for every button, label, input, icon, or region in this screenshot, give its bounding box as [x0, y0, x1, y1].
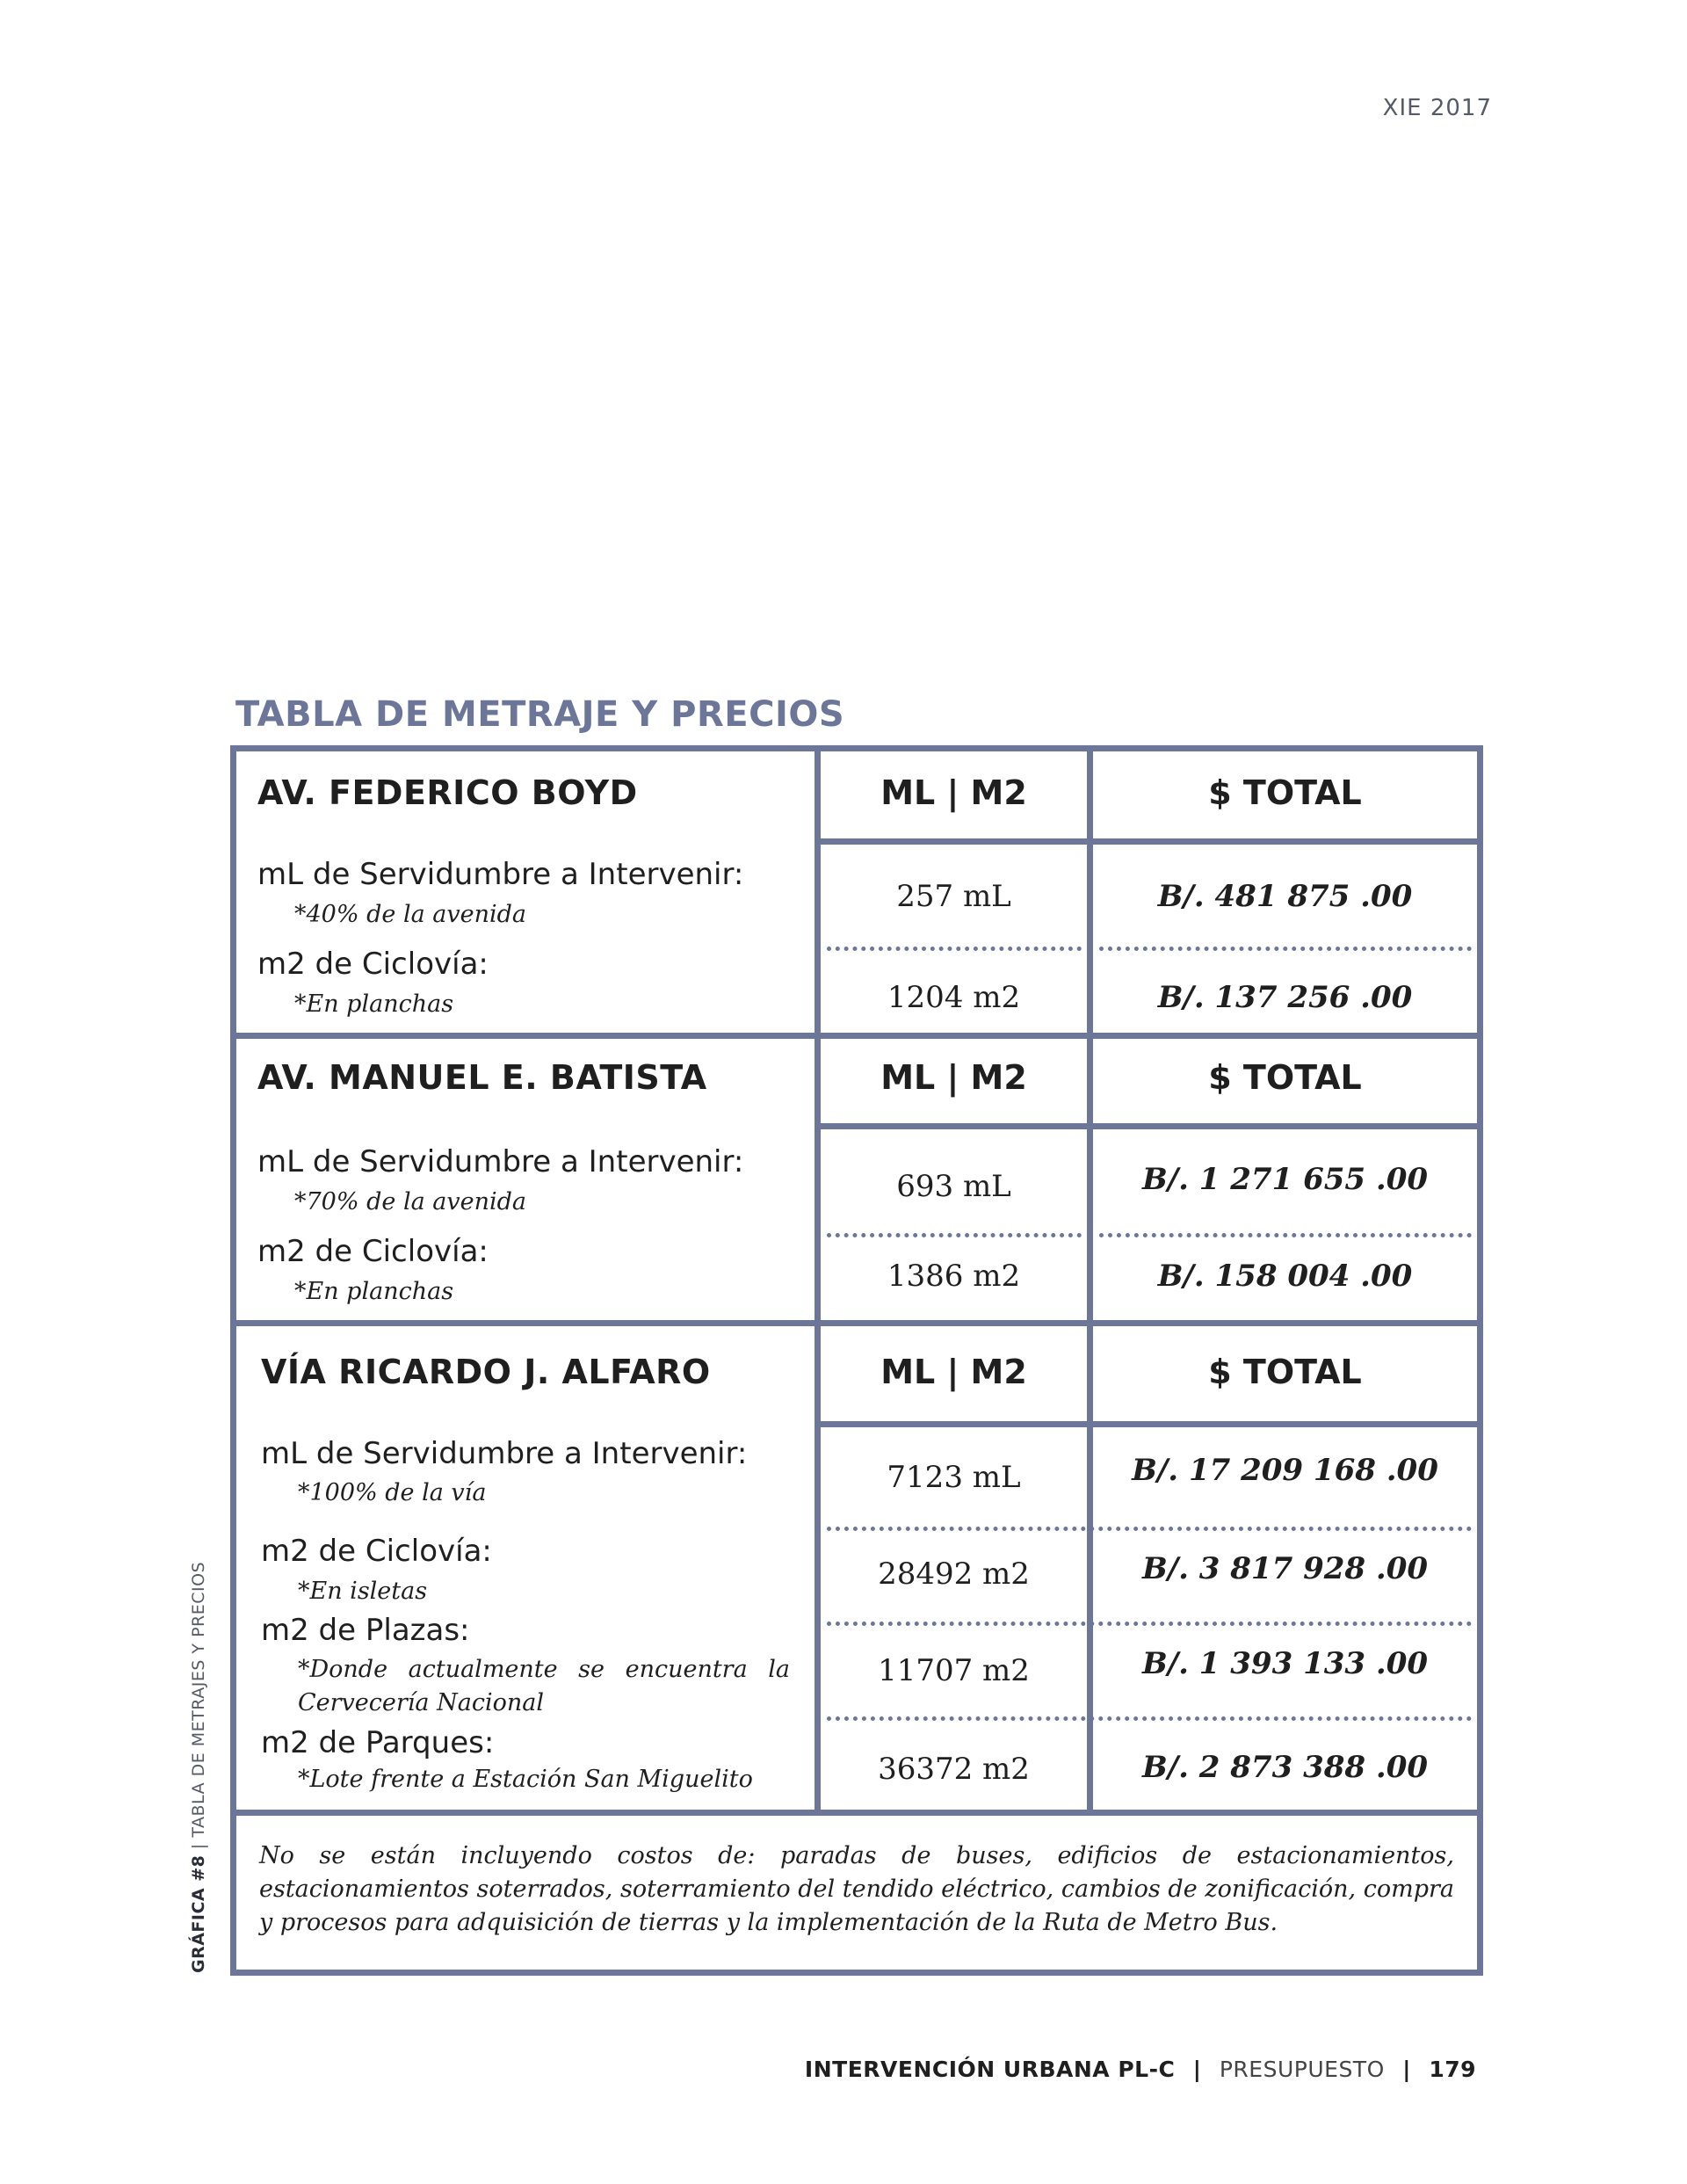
col-head-total: $ TOTAL: [1208, 1353, 1362, 1391]
street-name: AV. FEDERICO BOYD: [257, 773, 638, 812]
item-qty: 7123 mL: [887, 1460, 1021, 1495]
item-note: *70% de la avenida: [294, 1188, 526, 1215]
header-row-divider: [821, 838, 1477, 845]
item-label: mL de Servidumbre a Intervenir:: [257, 857, 744, 892]
row-dotted-divider: [1099, 1233, 1472, 1237]
item-label: m2 de Ciclovía:: [257, 1234, 489, 1269]
col-head-total: $ TOTAL: [1208, 773, 1362, 812]
item-qty: 1204 m2: [887, 980, 1021, 1015]
section-divider: [236, 1320, 1477, 1326]
col-head-total: $ TOTAL: [1208, 1058, 1362, 1097]
footer-separator: |: [1192, 2057, 1202, 2082]
row-dotted-divider: [827, 1233, 1082, 1237]
item-qty: 28492 m2: [878, 1556, 1030, 1592]
item-label: m2 de Ciclovía:: [257, 947, 489, 982]
item-price: B/. 481 875 .00: [1157, 879, 1413, 914]
item-label: m2 de Ciclovía:: [261, 1534, 492, 1569]
section-divider: [236, 1810, 1477, 1816]
item-label: mL de Servidumbre a Intervenir:: [261, 1436, 748, 1471]
item-label: mL de Servidumbre a Intervenir:: [257, 1144, 744, 1179]
page-number: 179: [1429, 2057, 1476, 2082]
item-qty: 11707 m2: [878, 1653, 1030, 1688]
row-dotted-divider: [827, 1716, 1472, 1721]
section-manuel-batista: [236, 1039, 1477, 1320]
footer-section: INTERVENCIÓN URBANA PL-C: [804, 2057, 1176, 2082]
item-note: *En isletas: [298, 1578, 428, 1605]
col-head-qty: ML | M2: [880, 773, 1027, 812]
header-year: XIE 2017: [1382, 95, 1492, 121]
header-row-divider: [821, 1421, 1477, 1427]
row-dotted-divider: [827, 947, 1082, 951]
item-price: B/. 17 209 168 .00: [1132, 1453, 1438, 1488]
side-label: [189, 1562, 208, 1973]
item-price: B/. 2 873 388 .00: [1141, 1750, 1429, 1785]
item-price: B/. 3 817 928 .00: [1141, 1551, 1429, 1586]
street-name: AV. MANUEL E. BATISTA: [257, 1058, 707, 1097]
row-dotted-divider: [827, 1622, 1472, 1626]
section-ricardo-alfaro: [236, 1326, 1477, 1810]
item-note: *40% de la avenida: [294, 901, 526, 928]
side-label-text: TABLA DE METRAJES Y PRECIOS: [189, 1561, 208, 1838]
section-divider: [236, 1033, 1477, 1039]
street-name: VÍA RICARDO J. ALFARO: [261, 1353, 711, 1391]
item-note: *En planchas: [294, 990, 454, 1018]
row-dotted-divider: [827, 1527, 1472, 1531]
item-qty: 1386 m2: [887, 1259, 1021, 1294]
item-note: *Donde actualmente se encuentra la Cervecería Nacional: [298, 1656, 790, 1716]
footer-chapter: PRESUPUESTO: [1219, 2057, 1385, 2082]
item-label: m2 de Plazas:: [261, 1613, 470, 1648]
price-table: [230, 745, 1483, 1976]
item-price: B/. 1 271 655 .00: [1141, 1162, 1429, 1197]
row-dotted-divider: [1099, 947, 1472, 951]
section-federico-boyd: [236, 751, 1477, 1033]
item-qty: 257 mL: [896, 879, 1011, 914]
item-price: B/. 1 393 133 .00: [1141, 1646, 1429, 1681]
item-price: B/. 158 004 .00: [1157, 1259, 1413, 1294]
item-qty: 36372 m2: [878, 1752, 1030, 1787]
side-label-separator: |: [189, 1843, 208, 1850]
footer-separator: |: [1402, 2057, 1411, 2082]
side-label-bold: GRÁFICA #8: [189, 1854, 208, 1973]
item-price: B/. 137 256 .00: [1157, 980, 1413, 1015]
col-head-qty: ML | M2: [880, 1353, 1027, 1391]
col-head-qty: ML | M2: [880, 1058, 1027, 1097]
page-footer: [805, 2057, 1476, 2082]
item-note: *100% de la vía: [298, 1479, 487, 1506]
item-note: *En planchas: [294, 1278, 454, 1305]
footnote: No se están incluyendo costos de: paradas de buses, edificios de estacionamientos, estacionamientos soterrados, soterramiento del tendido eléctrico, cambios de zonificación, compra y procesos para adquisición de tierras y la implementación de la Ruta de Metro Bus.: [259, 1842, 1454, 1936]
table-title: TABLA DE METRAJE Y PRECIOS: [235, 694, 845, 735]
item-note: *Lote frente a Estación San Miguelito: [298, 1766, 753, 1793]
item-label: m2 de Parques:: [261, 1725, 495, 1760]
item-qty: 693 mL: [896, 1169, 1011, 1204]
header-row-divider: [821, 1123, 1477, 1129]
